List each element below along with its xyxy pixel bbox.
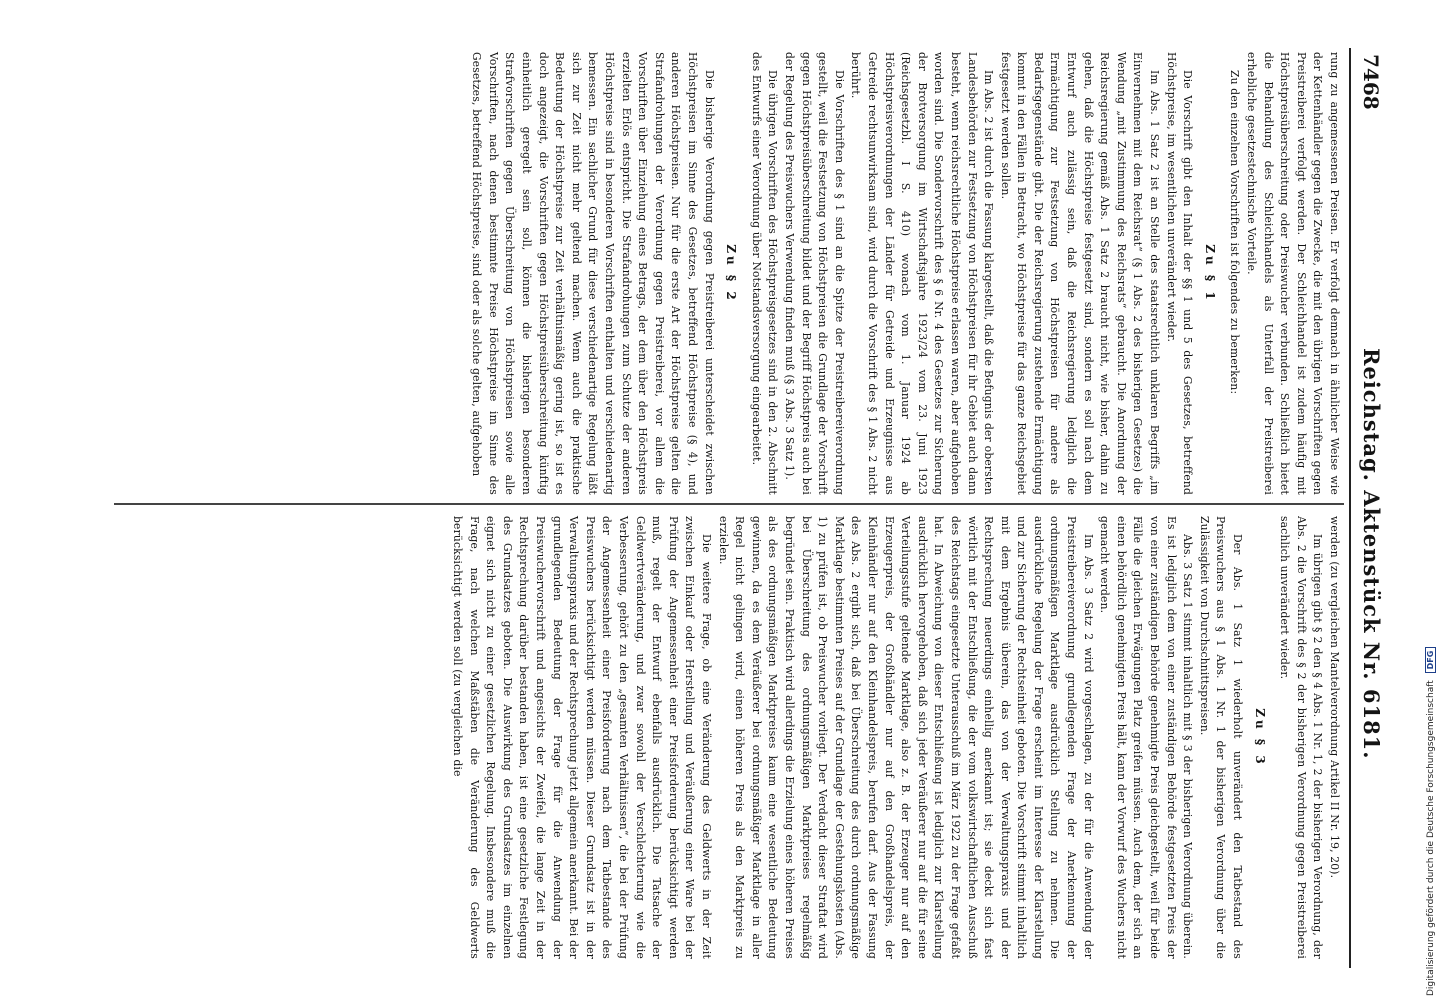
digitization-credit bbox=[1425, 596, 1436, 996]
section-heading: Zu § 1 bbox=[1202, 244, 1217, 303]
header-rule bbox=[1349, 48, 1351, 968]
paragraph: Im Abs. 2 ist durch die Fassung klargestellt, daß die Befugnis der obersten Landesbehörden zur Festsetzung von Höchstpreisen für ihr Gebiet auch dann besteht, wenn reichsrechtliche Höchstpreise erlassen waren, aber aufgehoben worden sind. Die Sondervorschrift des § 6 Nr. 4 des Gesetzes zur Sicherung der Brotversorgung im Wirtschaftsjahre 1923/24 vom 23. Juni 1923 (Reichsgesetzbl. I S. 410) wonach vom 1. Januar 1924 ab Höchstpreisverordnungen der Länder für Getreide und Erzeugnisse aus Getreide rechtsunwirksam sind, wird durch die Vorschrift des § 1 Abs. 2 nicht berührt. bbox=[849, 52, 996, 495]
left-text-column bbox=[110, 52, 1342, 495]
paragraph: Die Vorschriften des § 1 sind an die Spitze der Preistreibereiverordnung gestellt, weil die Festsetzung von Höchstpreisen die Grundlage der Vorschrift gegen Höchstpreisüberschreitung bildet und der Begriff Höchstpreis auch bei der Regelung des Preiswuchers Verwendung finden muß (§ 3 Abs. 3 Satz 1). bbox=[783, 52, 846, 495]
page-header bbox=[1350, 48, 1386, 968]
paragraph: werden (zu vergleichen Mantelverordnung Artikel II Nr. 19, 20). bbox=[1328, 516, 1341, 879]
dfg-logo: DFG bbox=[1425, 647, 1436, 674]
paragraph: rung zu angemessenen Preisen. Er verfolgt demnach in ähnlicher Weise wie der Kettenhändler gegen die Zwecke, die mit den übrigen Vorschriften gegen Preistreiberei verfolgt werden. Der Schleichhandel ist zudem häufig mit Höchstpreisüberschreitung oder Preiswucher verbunden. Schließlich bietet die Behandlung des Schleichhandels als Unterfall der Preistreiberei erhebliche gesetzestechnische Vorteile. bbox=[1245, 52, 1341, 495]
paragraph: Die weitere Frage, ob eine Veränderung des Geldwerts in der Zeit zwischen Einkauf oder Herstellung und Veräußerung einer Ware bei der Prüfung der Angemessenheit einer Preisforderung berücksichtigt werden muß, regelt der Entwurf ebenfalls ausdrücklich. Die Tatsache der Geldwertveränderung, und zwar sowohl der Verschlechterung wie die Verbesserung, gehört zu den „gesamten Verhältnissen“, die bei der Prüfung der Angemessenheit einer Preisforderung nach dem Tatbestande des Preiswuchers berücksichtigt werden müssen. Dieser Grundsatz ist in der Verwaltungspraxis und der Rechtsprechung jetzt allgemein anerkannt. Bei der grundlegenden Bedeutung der Frage für die Anwendung der Preiswuchervorschrift und angesichts der Zweifel, die lange Zeit in der Rechtsprechung darüber bestanden haben, ist eine gesetzliche Festlegung des Grundsatzes geboten. Die Auswirkung des Grundsatzes im einzelnen eignet sich nicht zu einer gesetzlichen Regelung. Insbesondere muß die Frage, nach welchen Maßstäben die Veränderung des Geldwerts berücksichtigt werden soll (zu vergleichen die bbox=[451, 516, 714, 959]
paragraph: Im Abs. 3 Satz 2 wird vorgeschlagen, zu der für die Anwendung der Preistreibereiverordnung grundlegenden Frage der Anerkennung der ordnungsmäßigen Marktlage ausdrücklich Stellung zu nehmen. Die ausdrückliche Regelung der Frage erscheint im Interesse der Klarstellung und zur Sicherung der Rechtseinheit geboten. Die Vorschrift stimmt inhaltlich mit dem Ergebnis überein, das von der Verwaltungspraxis und der Rechtsprechung neuerdings einhellig anerkannt ist; sie deckt sich fast wörtlich mit der Entschließung, die der vom volkswirtschaftlichen Ausschuß des Reichstags eingesetzte Unterausschuß im März 1922 zu der Frage gefaßt hat. In Abweichung von dieser Entschließung ist lediglich zur Klarstellung ausdrücklich hervorgehoben, daß sich jeder Veräußerer nur auf die für seine Verteilungsstufe geltende Marktlage, also z. B. der Erzeuger nur auf den Erzeugerpreis, der Großhändler nur auf den Großhandelspreis, der Kleinhändler nur auf den Kleinhandelspreis, berufen darf. Aus der Fassung des Abs. 2 ergibt sich, daß bei Überschreitung des durch ordnungsmäßige Marktlage bestimmten Preises auf der Grundlage der Gestehungskosten (Abs. 1) zu prüfen ist, ob Preiswucher vorliegt. Der Verdacht dieser Straftat wird bei Überschreitung des ordnungsmäßigen Marktpreises regelmäßig begründet sein. Praktisch wird allerdings die Erzielung eines höheren Preises als des ordnungsmäßigen Marktpreises kaum eine wesentliche Bedeutung gewinnen, da es dem Veräußerer bei ordnungsmäßiger Marktlage in aller Regel nicht gelingen wird, einen höheren Preis als den Marktpreis zu erzielen. bbox=[716, 516, 1095, 959]
paragraph: Der Abs. 1 Satz 1 wiederholt unverändert den Tatbestand des Preiswuchers aus § 1 Abs. 1 Nr. 1 der bisherigen Verordnung über die Zulässigkeit von Durchschnittspreisen. bbox=[1197, 516, 1245, 959]
section-heading: Zu § 2 bbox=[724, 244, 739, 303]
credit-text: Digitalisierung gefördert durch die Deutsche Forschungsgemeinschaft bbox=[1426, 680, 1436, 996]
column-divider bbox=[114, 503, 1344, 505]
paragraph: Abs. 3 Satz 1 stimmt inhaltlich mit § 3 der bisherigen Verordnung überein. Es ist lediglich dem von einer zuständigen Behörde festgesetzten Preis der von einer zuständigen Behörde genehmigte Preis gleichgestellt, weil für beide Fälle die gleichen Erwägungen Platz greifen müssen. Auch dem, der sich an einen behördlich genehmigten Preis hält, kann der Vorwurf des Wuchers nicht gemacht werden. bbox=[1098, 516, 1195, 959]
section-heading: Zu § 3 bbox=[1252, 708, 1267, 767]
paragraph: Zu den einzelnen Vorschriften ist folgendes zu bemerken: bbox=[1228, 70, 1242, 395]
right-text-column bbox=[110, 516, 1342, 959]
page-number: 7468 bbox=[1359, 54, 1383, 110]
rotated-document-page bbox=[100, 48, 1386, 968]
paragraph: Im Abs. 1 Satz 2 ist an Stelle des staatsrechtlich unklaren Begriffs „im Einvernehmen mit dem Reichsrat“ (§ 1 Abs. 2 des bisherigen Gesetzes) die Wendung „mit Zustimmung des Reichsrats“ gebraucht. Die Anordnung der Reichsregierung gemäß Abs. 1 Satz 2 braucht nicht, wie bisher, dahin zu gehen, daß die Höchstpreise festgesetzt sind, sondern es soll nach dem Entwurf auch zulässig sein, daß die Reichsregierung lediglich die Ermächtigung zur Festsetzung von Höchstpreisen für andere als Bedarfsgegenstände gibt. Die der Reichsregierung zustehende Ermächtigung kommt in den Fällen in Betracht, wo Höchstpreise für das ganze Reichsgebiet festgesetzt werden sollen. bbox=[998, 52, 1162, 495]
paragraph: Im übrigen gibt § 2 den § 4 Abs. 1 Nr. 1, 2 der bisherigen Verordnung, der Abs. 2 die Vorschrift des § 2 der bisherigen Verordnung gegen Preistreiberei sachlich unverändert wieder. bbox=[1278, 516, 1325, 959]
paragraph: Die übrigen Vorschriften des Höchstpreisgesetzes sind in den 2. Abschnitt des Entwurfs einer Verordnung über Notstandsversorgung eingearbeitet. bbox=[749, 52, 780, 495]
running-title: Reichstag. Aktenstück Nr. 6181. bbox=[1359, 348, 1384, 760]
paragraph: Die bisherige Verordnung gegen Preistreiberei unterscheidet zwischen Höchstpreisen im Sinne des Gesetzes, betreffend Höchstpreise (§ 4), und anderen Höchstpreisen. Nur für die erste Art der Höchstpreise gelten die Strafandrohungen der Verordnung gegen Preistreiberei, vor allem die Vorschriften über Einziehung eines Betrags, der dem über den Höchstpreis erzielten Erlös entspricht. Die Strafandrohungen zum Schutze der anderen Höchstpreise sind in besonderen Vorschriften enthalten und verschiedenartig bemessen. Ein sachlicher Grund für diese verschiedenartige Regelung läßt sich zur Zeit nicht mehr geltend machen. Wenn auch die praktische Bedeutung der Höchstpreise zur Zeit verhältnismäßig gering ist, so ist es doch angezeigt, die Vorschriften gegen Höchstpreisüberschreitung künftig einheitlich geregelt sein soll, können die bisherigen besonderen Strafvorschriften gegen Überschreitung von Höchstpreisen sowie alle Vorschriften, nach denen bestimmte Preise Höchstpreise im Sinne des Gesetzes, betreffend Höchstpreise, sind oder als solche gelten, aufgehoben bbox=[470, 52, 716, 495]
paragraph: Die Vorschrift gibt den Inhalt der §§ 1 und 5 des Gesetzes, betreffend Höchstpreise, im wesentlichen unverändert wieder. bbox=[1164, 52, 1195, 495]
